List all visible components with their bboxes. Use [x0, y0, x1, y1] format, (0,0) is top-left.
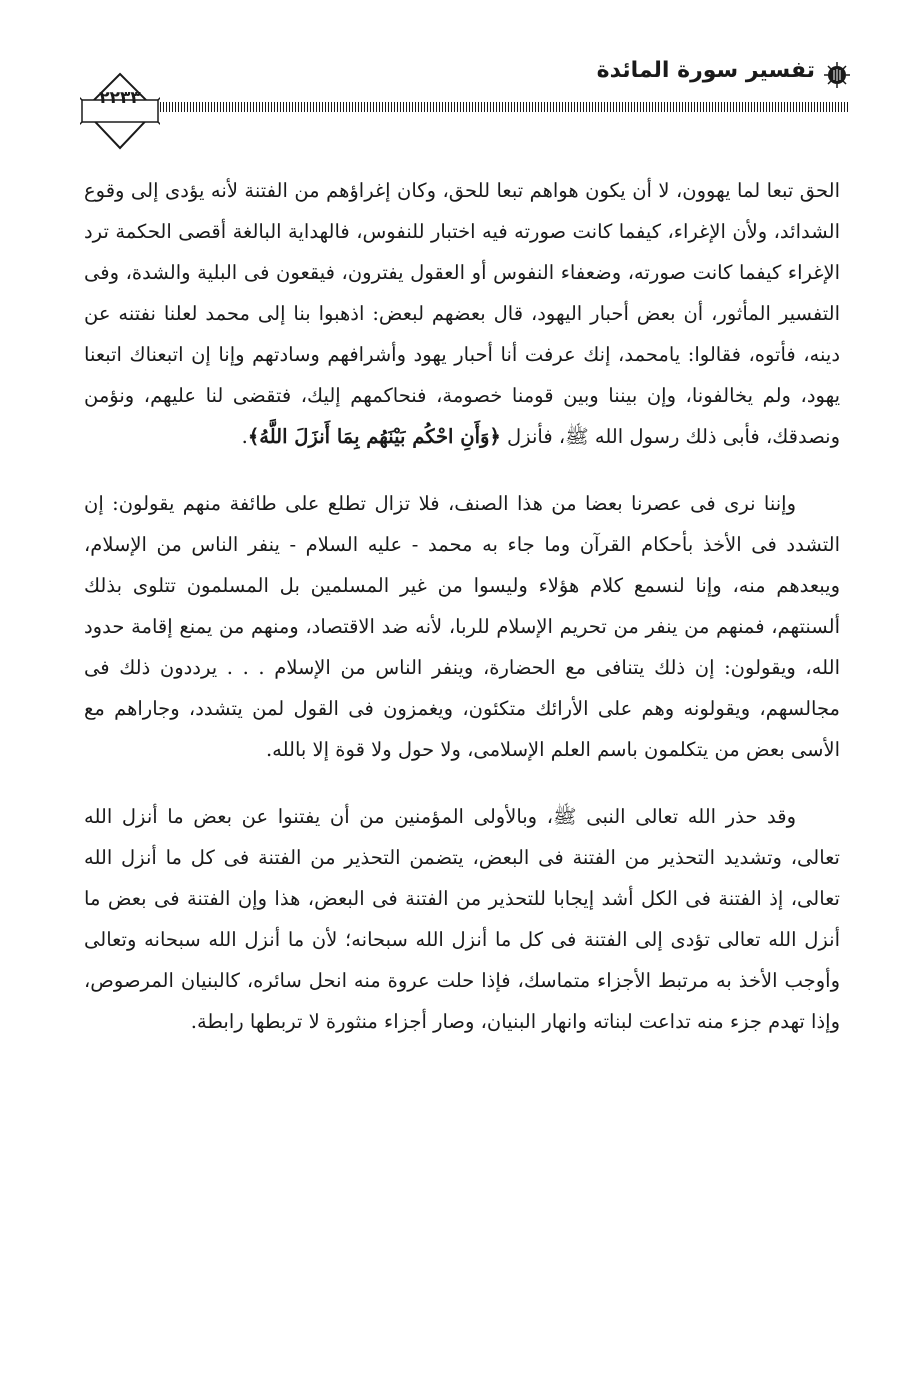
header-rule	[160, 102, 850, 112]
page-number: ٢٢٣٣	[99, 88, 141, 108]
quran-verse: ﴿وَأَنِ احْكُم بَيْنَهُم بِمَا أَنزَلَ اللَّهُ﴾	[247, 425, 501, 448]
page-number-badge	[80, 72, 160, 152]
paragraph-1	[84, 170, 840, 457]
page-body	[84, 170, 840, 1042]
paragraph-1-text: الحق تبعا لما يهوون، لا أن يكون هواهم تبعا للحق، وكان إغراؤهم من الفتنة لأنه يؤدى إلى وقوع الشدائد، ولأن الإغراء، كيفما كانت صورته فيه اختبار للنفوس، فالهداية البالغة أقصى الحكمة ترد الإغراء كيفما كانت صورته، وضعفاء النفوس أو العقول يفترون، فيقعون فى البلية والشدة، وفى التفسير المأثور، أن بعض أحبار اليهود، قال بعضهم لبعض: اذهبوا بنا إلى محمد لعلنا نفتنه عن دينه، فأتوه، فقالوا: يامحمد، إنك عرفت أنا أحبار يهود وأشرافهم وسادتهم وإنا إن اتبعناك اتبعنا يهود، ولم يخالفونا، وإن بيننا وبين قومنا خصومة، فنحاكمهم إليك، فتقضى لنا عليهم، ونؤمن ونصدقك، فأبى ذلك رسول الله ﷺ، فأنزل	[84, 179, 840, 448]
paragraph-1-end: .	[241, 425, 248, 448]
running-title: تفسير سورة المائدة	[596, 58, 815, 83]
ornament-icon	[824, 62, 850, 88]
paragraph-3: وقد حذر الله تعالى النبى ﷺ، وبالأولى المؤمنين من أن يفتنوا عن بعض ما أنزل الله تعالى، وتشديد التحذير من الفتنة فى البعض، يتضمن التحذير من الفتنة فى كل ما أنزل الله تعالى، إذ الفتنة فى الكل أشد إيجابا للتحذير من الفتنة فى البعض، هذا وإن الفتنة فى بعض ما أنزل الله تعالى تؤدى إلى الفتنة فى كل ما أنزل الله سبحانه؛ لأن ما أنزل الله سبحانه وتعالى وأوجب الأخذ به مرتبط الأجزاء متماسك، فإذا حلت عروة منه انحل سائره، كالبنيان المرصوص، وإذا تهدم جزء منه تداعت لبناته وانهار البنيان، وصار أجزاء منثورة لا تربطها رابطة.	[84, 805, 840, 1033]
page-header	[60, 52, 850, 162]
paragraph-2: وإننا نرى فى عصرنا بعضا من هذا الصنف، فلا تزال تطلع على طائفة منهم يقولون: إن التشدد فى الأخذ بأحكام القرآن وما جاء به محمد - عليه السلام - ينفر الناس من الإسلام، ويبعدهم منه، وإنا لنسمع كلام هؤلاء وليسوا من غير المسلمين بل المسلمون تتلوى بذلك ألسنتهم، فمنهم من ينفر من تحريم الإسلام للربا، لأنه ضد الاقتصاد، ومنهم من يمنع إقامة حدود الله، ويقولون: إن ذلك يتنافى مع الحضارة، وينفر الناس من الإسلام . . . يرددون ذلك فى مجالسهم، ويقولونه وهم على الأرائك متكئون، ويغمزون فى القول لمن يتشدد، وجاراهم مع الأسى بعض من يتكلمون باسم العلم الإسلامى، ولا حول ولا قوة إلا بالله.	[84, 492, 840, 761]
